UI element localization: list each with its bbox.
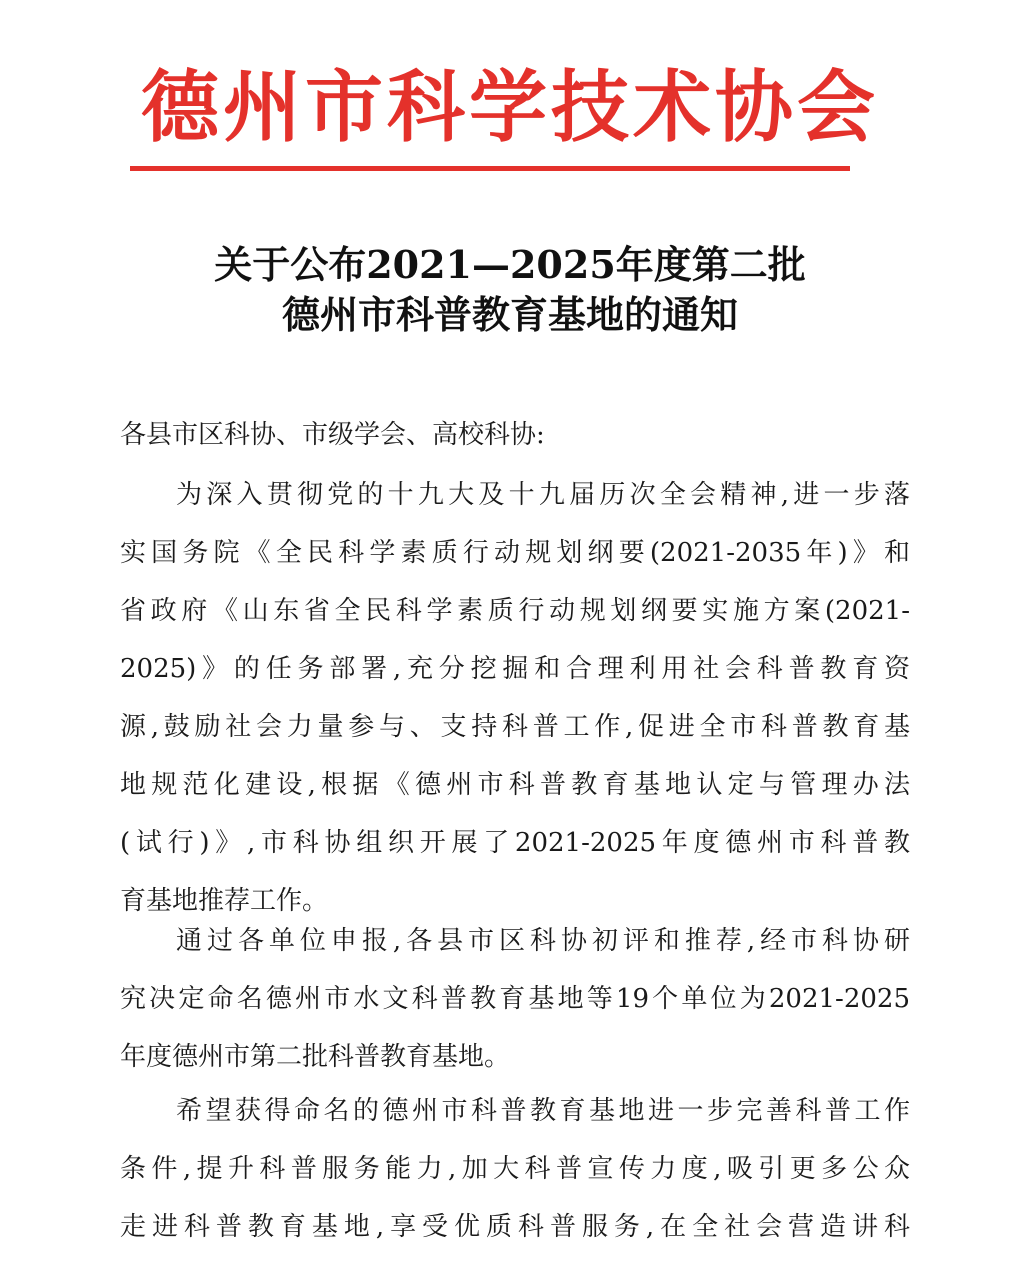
letterhead-org-name: 德州市科学技术协会 xyxy=(140,62,879,153)
paragraph-line: 2025)》的任务部署,充分挖掘和合理利用社会科普教育资 xyxy=(120,654,910,684)
paragraph-line: (试行)》,市科协组织开展了2021-2025年度德州市科普教 xyxy=(120,828,910,858)
paragraph-line: 省政府《山东省全民科学素质行动规划纲要实施方案(2021- xyxy=(120,596,910,626)
paragraph-line: 地规范化建设,根据《德州市科普教育基地认定与管理办法 xyxy=(120,770,910,800)
salutation: 各县市区科协、市级学会、高校科协: xyxy=(120,420,545,450)
paragraph-line: 希望获得命名的德州市科普教育基地进一步完善科普工作 xyxy=(176,1096,910,1126)
paragraph-line: 育基地推荐工作。 xyxy=(120,886,329,916)
paragraph-line: 源,鼓励社会力量参与、支持科普工作,促进全市科普教育基 xyxy=(120,712,910,742)
paragraph-line: 通过各单位申报,各县市区科协初评和推荐,经市科协研 xyxy=(176,926,910,956)
paragraph-2 xyxy=(120,918,910,1092)
paragraph-line: 条件,提升科普服务能力,加大科普宣传力度,吸引更多公众 xyxy=(120,1154,910,1184)
paragraph-3 xyxy=(120,1088,910,1262)
paragraph-line: 实国务院《全民科学素质行动规划纲要(2021-2035年)》和 xyxy=(120,538,910,568)
document-title xyxy=(0,240,1020,340)
paragraph-line: 走进科普教育基地,享受优质科普服务,在全社会营造讲科 xyxy=(120,1212,910,1242)
paragraph-1 xyxy=(120,472,910,936)
paragraph-line: 为深入贯彻党的十九大及十九届历次全会精神,进一步落 xyxy=(176,480,910,510)
document-title-line-2: 德州市科普教育基地的通知 xyxy=(281,292,738,337)
document-title-line-1: 关于公布2021—2025年度第二批 xyxy=(214,242,806,287)
letterhead-red-rule xyxy=(130,166,850,171)
paragraph-line: 年度德州市第二批科普教育基地。 xyxy=(120,1042,511,1072)
paragraph-line: 究决定命名德州市水文科普教育基地等19个单位为2021-2025 xyxy=(120,984,910,1014)
